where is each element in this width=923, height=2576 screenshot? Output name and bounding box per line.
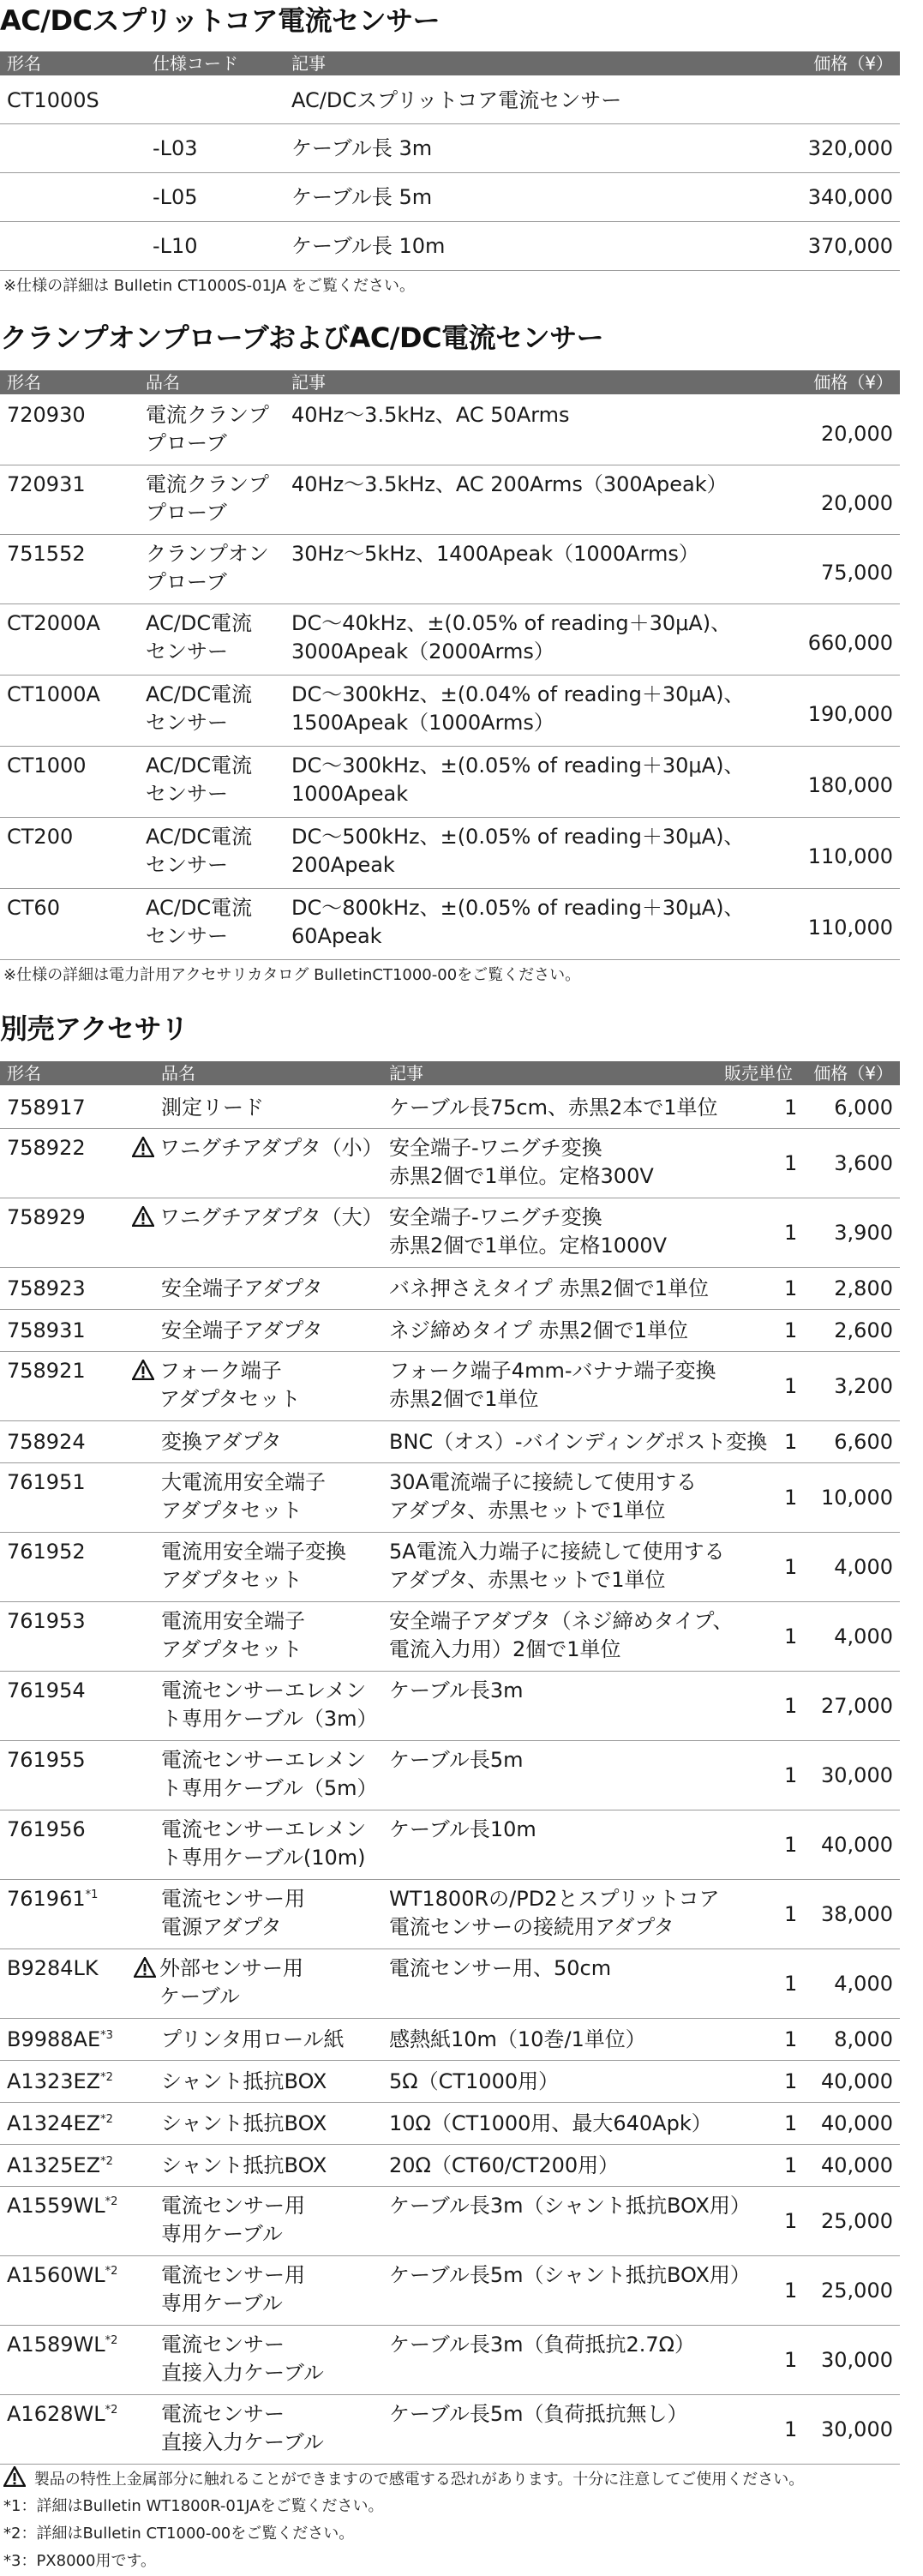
table-row (0, 535, 900, 604)
row-unit: 1 (784, 1374, 798, 1398)
row-price: 40,000 (821, 1833, 893, 1857)
row-price: 6,000 (834, 1096, 893, 1120)
row-name-line1: 安全端子アダプタ (161, 1276, 323, 1300)
row-model (7, 2261, 117, 2290)
table-row (0, 2395, 900, 2465)
clamp-note: ※仕様の詳細は電力計用アクセサリカタログ BulletinCT1000-00をご覧ください。 (3, 966, 581, 984)
row-name-line2: プローブ (146, 501, 227, 525)
row-warning (132, 1134, 158, 1162)
warning-icon (134, 1957, 156, 1978)
table-row (0, 1310, 900, 1352)
row-unit: 1 (784, 1902, 798, 1926)
row-model-text: B9988AE (7, 2027, 101, 2051)
row-name-line2: ト専用ケーブル(10m) (161, 1846, 366, 1870)
row-model-text: A1323EZ (7, 2069, 101, 2093)
table-row (0, 604, 900, 676)
row-price: 4,000 (834, 1624, 893, 1648)
table-row (0, 2187, 900, 2256)
table-row (0, 2019, 900, 2061)
row-name-line1: 電流クランプ (146, 472, 269, 496)
table-row (0, 1810, 900, 1880)
row-model: 751552 (7, 542, 86, 566)
row-desc-line1: DC～500kHz、±(0.05% of reading＋30μA)、 (291, 825, 745, 849)
row-desc-line2: 電流センサーの接続用アダプタ (389, 1915, 674, 1939)
row-footnote-mark: *2 (105, 2195, 118, 2208)
header-price: 価格（¥） (813, 372, 893, 393)
table-row (0, 2103, 900, 2145)
row-price: 4,000 (834, 1972, 893, 1996)
split-core-table (0, 77, 900, 271)
row-name-line2: アダプタセット (161, 1568, 303, 1592)
table-row (0, 1463, 900, 1533)
row-unit: 1 (784, 2111, 798, 2135)
row-price: 3,600 (834, 1151, 893, 1175)
row-price: 340,000 (807, 185, 893, 209)
row-desc-line1: DC～40kHz、±(0.05% of reading＋30μA)、 (291, 611, 732, 635)
row-name-line1: AC/DC電流 (146, 611, 253, 635)
row-desc-line2: 赤黒2個で1単位。定格1000V (389, 1234, 668, 1258)
row-model (7, 1677, 86, 1705)
row-name-line2: 専用ケーブル (161, 2291, 283, 2315)
row-model-text: 761951 (7, 1470, 86, 1494)
row-model: CT2000A (7, 611, 100, 635)
row-name-line1: シャント抵抗BOX (161, 2153, 327, 2177)
row-name-line1: AC/DC電流 (146, 896, 253, 920)
row-name-line2: センサー (146, 711, 228, 735)
row-name-line1: AC/DC電流 (146, 754, 253, 778)
row-unit: 1 (784, 2027, 798, 2051)
row-desc-line1: 20Ω（CT60/CT200用） (389, 2153, 620, 2177)
row-footnote-mark: *2 (100, 2071, 113, 2084)
row-model (7, 1204, 86, 1232)
row-model-text: 761953 (7, 1609, 86, 1633)
row-desc-line1: 30A電流端子に接続して使用する (389, 1470, 697, 1494)
row-model (7, 1468, 86, 1497)
row-desc-line2: 赤黒2個で1単位 (389, 1387, 539, 1411)
row-warning (132, 1204, 158, 1232)
header-price: 価格（¥） (813, 1063, 893, 1084)
row-desc-line1: 電流センサー用、50cm (389, 1956, 612, 1980)
row-name-line2: アダプタセット (161, 1637, 303, 1661)
header-model: 形名 (7, 53, 41, 74)
table-row (0, 1949, 900, 2019)
row-model (7, 1428, 86, 1456)
row-model-text: 761954 (7, 1678, 86, 1702)
row-desc-line1: 安全端子-ワニグチ変換 (389, 1205, 602, 1229)
row-price: 2,800 (834, 1276, 893, 1300)
row-model (7, 2026, 113, 2054)
row-model (7, 1275, 86, 1303)
row-price: 30,000 (821, 1763, 893, 1787)
table-row (0, 1421, 900, 1463)
row-model: 720931 (7, 472, 86, 496)
header-spec: 仕様コード (153, 53, 238, 74)
row-model-text: 761955 (7, 1748, 86, 1772)
row-model (7, 2110, 113, 2138)
row-name-line1: 電流センサー用 (161, 2194, 305, 2218)
row-unit: 1 (784, 2069, 798, 2093)
row-name-line2: プローブ (146, 570, 227, 594)
row-model: CT1000 (7, 754, 87, 778)
row-unit: 1 (784, 1276, 798, 1300)
table-row (0, 173, 900, 222)
row-unit: 1 (784, 1763, 798, 1787)
row-name-line1: プリンタ用ロール紙 (161, 2027, 345, 2051)
row-footnote-mark: *2 (105, 2265, 118, 2278)
row-name-line2: プローブ (146, 431, 227, 455)
row-price: 110,000 (807, 916, 893, 940)
row-price: 25,000 (821, 2279, 893, 2303)
row-desc-line2: アダプタ、赤黒セットで1単位 (389, 1568, 666, 1592)
row-desc-line1: 安全端子-ワニグチ変換 (389, 1136, 602, 1160)
row-desc-line2: 1000Apeak (291, 782, 409, 806)
header-desc: 記事 (291, 372, 326, 393)
row-desc-line1: ケーブル長3m（シャント抵抗BOX用） (389, 2194, 751, 2218)
row-name-line2: アダプタセット (159, 1387, 301, 1411)
row-name-line1: 電流クランプ (146, 403, 269, 427)
row-model (7, 1746, 86, 1774)
row-price: 110,000 (807, 844, 893, 868)
table-row (0, 77, 900, 124)
row-model: CT1000S (7, 88, 99, 112)
table-row (0, 465, 900, 535)
row-price: 4,000 (834, 1555, 893, 1579)
header-name: 品名 (161, 1063, 195, 1084)
row-desc-line1: ケーブル長5m (389, 1748, 524, 1772)
row-price: 8,000 (834, 2027, 893, 2051)
table-row (0, 1741, 900, 1810)
table-row (0, 2326, 900, 2395)
warning-icon (132, 1360, 154, 1380)
row-spec: -L03 (153, 136, 198, 160)
row-spec: -L05 (153, 185, 198, 209)
row-model-text: 758923 (7, 1276, 86, 1300)
row-price: 10,000 (821, 1486, 893, 1510)
table-row (0, 2145, 900, 2187)
row-unit: 1 (784, 2417, 798, 2441)
row-unit: 1 (784, 1972, 798, 1996)
section-title: AC/DCスプリットコア電流センサー (0, 4, 441, 37)
row-desc-line1: DC～300kHz、±(0.05% of reading＋30μA)、 (291, 754, 745, 778)
row-price: 27,000 (821, 1694, 893, 1718)
table-header (0, 1061, 900, 1085)
row-name-line1: AC/DC電流 (146, 682, 253, 706)
row-price: 190,000 (807, 702, 893, 726)
row-price: 25,000 (821, 2209, 893, 2233)
table-row (0, 1087, 900, 1129)
row-name-line1: 電流センサーエレメン (161, 1678, 367, 1702)
row-model: 720930 (7, 403, 86, 427)
row-footnote-mark: *2 (105, 2334, 118, 2347)
row-model (7, 1134, 86, 1162)
row-price: 75,000 (821, 561, 893, 585)
row-unit: 1 (784, 2279, 798, 2303)
section-title: 別売アクセサリ (0, 1012, 189, 1045)
warning-note (3, 2466, 804, 2492)
row-price: 660,000 (807, 631, 893, 655)
header-model: 形名 (7, 1063, 41, 1084)
row-model-text: A1559WL (7, 2194, 105, 2218)
row-desc-line2: 200Apeak (291, 853, 395, 877)
row-model: CT200 (7, 825, 74, 849)
section-title-accessories (0, 1010, 189, 1048)
row-price: 40,000 (821, 2153, 893, 2177)
header-unit: 販売単位 (724, 1063, 793, 1084)
row-price: 320,000 (807, 136, 893, 160)
row-name-line1: ワニグチアダプタ（小） (159, 1136, 383, 1160)
section-title-clamp (0, 319, 603, 357)
row-price: 40,000 (821, 2069, 893, 2093)
table-header (0, 370, 900, 394)
row-desc-line2: 1500Apeak（1000Arms） (291, 711, 554, 735)
row-price: 40,000 (821, 2111, 893, 2135)
row-name-line2: 直接入力ケーブル (161, 2361, 324, 2385)
row-desc-line1: 安全端子アダプタ（ネジ締めタイプ、 (389, 1609, 734, 1633)
row-model-text: 758921 (7, 1359, 86, 1383)
row-desc-line1: DC～300kHz、±(0.04% of reading＋30μA)、 (291, 682, 745, 706)
row-name-line2: 直接入力ケーブル (161, 2430, 324, 2454)
table-row (0, 1352, 900, 1421)
row-desc-line2: アダプタ、赤黒セットで1単位 (389, 1498, 666, 1522)
row-unit: 1 (784, 1430, 798, 1454)
table-row (0, 396, 900, 465)
row-footnote-mark: *2 (100, 2155, 113, 2168)
row-footnote-mark: *2 (100, 2113, 113, 2126)
row-unit: 1 (784, 1624, 798, 1648)
row-desc-line2: 3000Apeak（2000Arms） (291, 639, 554, 664)
row-model-text: 758917 (7, 1096, 86, 1120)
row-name-line1: クランプオン (146, 542, 269, 566)
row-desc-line1: 40Hz～3.5kHz、AC 50Arms (291, 403, 570, 427)
row-desc-line1: バネ押さえタイプ 赤黒2個で1単位 (389, 1276, 709, 1300)
row-desc-line2: 電流入力用）2個で1単位 (389, 1637, 621, 1661)
header-name: 品名 (146, 372, 180, 393)
row-desc-line1: ケーブル長5m（シャント抵抗BOX用） (389, 2263, 751, 2287)
row-name-line1: AC/DC電流 (146, 825, 253, 849)
section-title: クランプオンプローブおよびAC/DC電流センサー (0, 321, 604, 354)
table-row (0, 222, 900, 271)
row-model-text: A1324EZ (7, 2111, 101, 2135)
row-model-text: 758931 (7, 1318, 86, 1342)
row-price: 30,000 (821, 2348, 893, 2372)
row-name-line2: センサー (146, 924, 228, 948)
row-model (7, 1955, 99, 1983)
row-desc-line1: 10Ω（CT1000用、最大640Apk） (389, 2111, 712, 2135)
table-row (0, 124, 900, 173)
row-desc-line1: ケーブル長5m（負荷抵抗無し） (389, 2402, 688, 2426)
row-unit: 1 (784, 1486, 798, 1510)
row-unit: 1 (784, 1833, 798, 1857)
row-model (7, 1357, 86, 1385)
row-desc: ケーブル長 5m (291, 185, 433, 209)
row-desc: ケーブル長 10m (291, 234, 446, 258)
row-model (7, 2152, 113, 2180)
row-name-line1: 安全端子アダプタ (161, 1318, 323, 1342)
table-row (0, 1533, 900, 1602)
accessory-table (0, 1087, 900, 2465)
row-desc-line1: ネジ締めタイプ 赤黒2個で1単位 (389, 1318, 688, 1342)
row-name-line1: ワニグチアダプタ（大） (159, 1205, 383, 1229)
row-model-text: 758922 (7, 1136, 86, 1160)
row-desc-line1: DC～800kHz、±(0.05% of reading＋30μA)、 (291, 896, 745, 920)
table-row (0, 2256, 900, 2326)
row-model-text: 761961 (7, 1887, 86, 1911)
row-model (7, 1885, 98, 1913)
row-unit: 1 (784, 2209, 798, 2233)
row-warning (132, 1357, 158, 1385)
row-desc-line1: ケーブル長3m（負荷抵抗2.7Ω） (389, 2333, 695, 2357)
warning-icon (132, 1137, 154, 1157)
row-unit: 1 (784, 1694, 798, 1718)
row-name-line1: 測定リード (161, 1096, 264, 1120)
row-model-text: 761952 (7, 1540, 86, 1564)
row-model (7, 2331, 117, 2359)
table-row (0, 818, 900, 889)
row-name-line1: 電流センサーエレメン (161, 1748, 367, 1772)
row-name-line1: 外部センサー用 (159, 1956, 303, 1980)
row-price: 6,600 (834, 1430, 893, 1454)
row-price: 180,000 (807, 773, 893, 797)
row-desc-line1: BNC（オス）-バインディングポスト変換 (389, 1430, 768, 1454)
row-model (7, 1816, 86, 1844)
warning-icon (3, 2466, 26, 2487)
row-name-line2: ト専用ケーブル（5m） (161, 1776, 378, 1800)
row-model-text: A1325EZ (7, 2153, 101, 2177)
row-unit: 1 (784, 2348, 798, 2372)
row-unit: 1 (784, 1151, 798, 1175)
row-name-line2: センサー (146, 853, 228, 877)
row-name-line2: ケーブル (159, 1985, 240, 2009)
row-model (7, 1607, 86, 1636)
row-price: 3,200 (834, 1374, 893, 1398)
table-row (0, 747, 900, 818)
row-unit: 1 (784, 2153, 798, 2177)
table-header (0, 51, 900, 75)
row-footnote-mark: *2 (105, 2404, 118, 2417)
table-row (0, 1129, 900, 1198)
row-model (7, 1538, 86, 1566)
row-desc-line1: WT1800Rの/PD2とスプリットコア (389, 1887, 720, 1911)
header-desc: 記事 (389, 1063, 423, 1084)
row-unit: 1 (784, 1096, 798, 1120)
row-name-line1: 電流用安全端子 (161, 1609, 305, 1633)
warning-text: 製品の特性上金属部分に触れることができますので感電する恐れがあります。十分に注意してご使用ください。 (33, 2471, 805, 2489)
row-name-line1: 電流センサー用 (161, 2263, 305, 2287)
row-spec: -L10 (153, 234, 198, 258)
row-name-line2: センサー (146, 639, 228, 664)
header-model: 形名 (7, 372, 41, 393)
table-row (0, 1602, 900, 1672)
row-desc-line1: 感熱紙10m（10巻/1単位） (389, 2027, 646, 2051)
row-name-line1: シャント抵抗BOX (161, 2111, 327, 2135)
row-name-line1: フォーク端子 (159, 1359, 282, 1383)
row-desc-line1: 5A電流入力端子に接続して使用する (389, 1540, 725, 1564)
row-model (7, 2068, 113, 2096)
section-title-split-core (0, 2, 440, 39)
row-name-line2: ト専用ケーブル（3m） (161, 1707, 378, 1731)
row-price: 370,000 (807, 234, 893, 258)
row-price: 38,000 (821, 1902, 893, 1926)
row-price: 3,900 (834, 1221, 893, 1245)
footnote-3: *3：PX8000用です。 (3, 2552, 157, 2570)
row-unit: 1 (784, 1318, 798, 1342)
table-row (0, 1672, 900, 1741)
row-unit: 1 (784, 1555, 798, 1579)
clamp-table (0, 396, 900, 960)
table-row (0, 2061, 900, 2103)
header-price: 価格（¥） (813, 53, 893, 74)
row-name-line2: 専用ケーブル (161, 2222, 283, 2246)
row-desc-line1: フォーク端子4mm-バナナ端子変換 (389, 1359, 716, 1383)
row-footnote-mark: *3 (100, 2029, 113, 2042)
row-model-text: 758924 (7, 1430, 86, 1454)
row-unit: 1 (784, 1221, 798, 1245)
footnote-2: *2：詳細はBulletin CT1000-00をご覧ください。 (3, 2525, 355, 2543)
row-price: 20,000 (821, 491, 893, 515)
row-desc-line1: ケーブル長75cm、赤黒2本で1単位 (389, 1096, 718, 1120)
row-model-text: A1589WL (7, 2333, 105, 2357)
row-name-line1: 電流センサー (161, 2402, 285, 2426)
row-name-line2: アダプタセット (161, 1498, 303, 1522)
table-row (0, 1198, 900, 1268)
row-name-line1: 電流センサー用 (161, 1887, 305, 1911)
row-name-line1: 大電流用安全端子 (161, 1470, 326, 1494)
row-desc: AC/DCスプリットコア電流センサー (291, 88, 622, 112)
row-desc-line1: 5Ω（CT1000用） (389, 2069, 560, 2093)
row-desc-line1: 40Hz～3.5kHz、AC 200Arms（300Apeak） (291, 472, 728, 496)
row-model-text: A1628WL (7, 2402, 105, 2426)
table-row (0, 1880, 900, 1949)
row-price: 20,000 (821, 422, 893, 446)
row-model (7, 1317, 86, 1345)
row-name-line1: 電流センサーエレメン (161, 1817, 367, 1841)
row-name-line1: 変換アダプタ (161, 1430, 282, 1454)
table-row (0, 676, 900, 747)
row-name-line1: 電流用安全端子変換 (161, 1540, 346, 1564)
row-model-text: A1560WL (7, 2263, 105, 2287)
row-name-line1: 電流センサー (161, 2333, 285, 2357)
row-model (7, 1094, 86, 1122)
row-name-line1: シャント抵抗BOX (161, 2069, 327, 2093)
row-name-line2: センサー (146, 782, 228, 806)
warning-icon (132, 1206, 154, 1227)
table-row (0, 889, 900, 960)
row-warning (134, 1955, 159, 1983)
row-model: CT1000A (7, 682, 100, 706)
row-name-line2: 電源アダプタ (161, 1915, 282, 1939)
row-model (7, 2400, 117, 2429)
footnote-1: *1：詳細はBulletin WT1800R-01JAをご覧ください。 (3, 2497, 384, 2515)
row-price: 2,600 (834, 1318, 893, 1342)
row-model-text: 758929 (7, 1205, 86, 1229)
row-price: 30,000 (821, 2417, 893, 2441)
row-desc-line1: 30Hz～5kHz、1400Apeak（1000Arms） (291, 542, 699, 566)
row-model: CT60 (7, 896, 60, 920)
row-desc-line2: 赤黒2個で1単位。定格300V (389, 1164, 654, 1188)
row-desc: ケーブル長 3m (291, 136, 433, 160)
split-core-note: ※仕様の詳細は Bulletin CT1000S-01JA をご覧ください。 (3, 277, 416, 295)
header-desc: 記事 (291, 53, 326, 74)
row-footnote-mark: *1 (85, 1888, 99, 1901)
row-desc-line1: ケーブル長10m (389, 1817, 536, 1841)
row-model-text: 761956 (7, 1817, 86, 1841)
table-row (0, 1268, 900, 1310)
row-desc-line1: ケーブル長3m (389, 1678, 524, 1702)
row-model (7, 2192, 117, 2220)
row-desc-line2: 60Apeak (291, 924, 382, 948)
row-model-text: B9284LK (7, 1956, 99, 1980)
